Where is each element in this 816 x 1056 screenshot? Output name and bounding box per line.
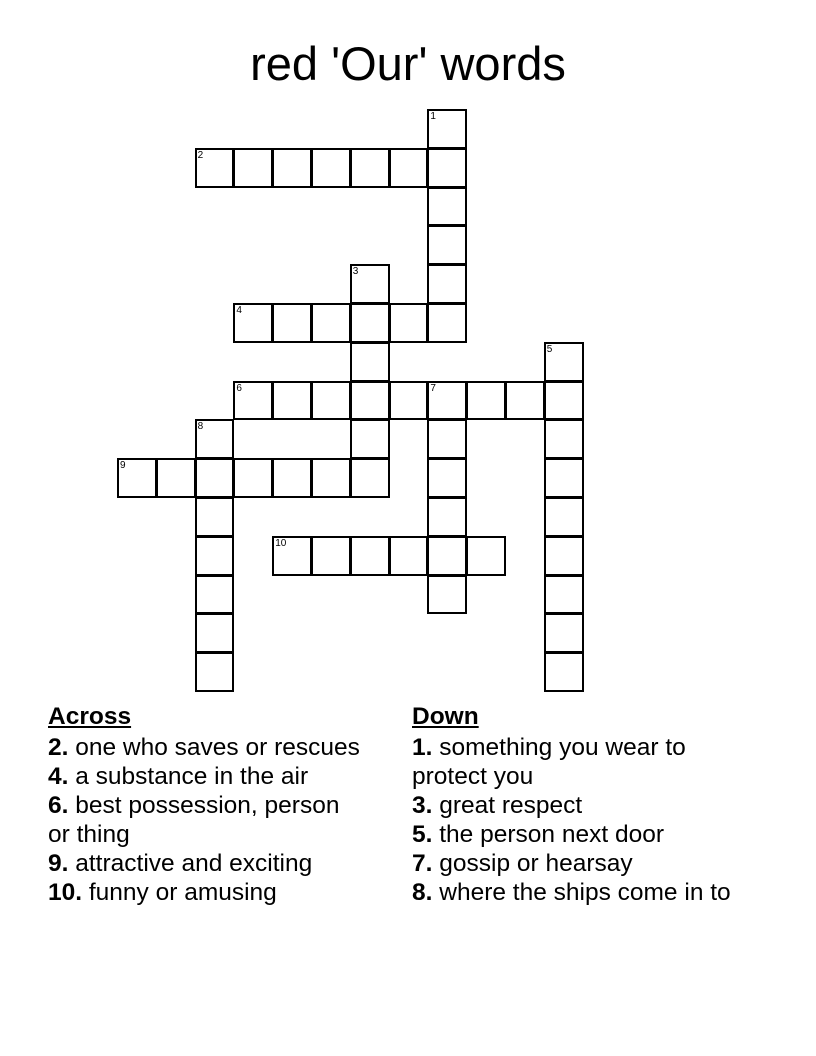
down-clue [412,733,742,791]
clue-number: 8. [412,879,433,906]
grid-cell[interactable] [311,458,351,498]
grid-cell[interactable] [156,458,196,498]
across-clue [48,878,368,907]
grid-cell[interactable] [195,536,235,576]
grid-cell[interactable] [544,419,584,459]
clue-text: funny or amusing [88,879,277,906]
puzzle-title: red 'Our' words [250,37,566,90]
clue-text: a substance in the air [75,763,309,790]
grid-cell[interactable] [505,381,545,421]
clue-number: 1. [412,734,433,761]
grid-cell[interactable] [389,536,429,576]
grid-cell[interactable] [427,109,467,149]
grid-cell[interactable] [544,575,584,615]
grid-cell[interactable] [195,575,235,615]
cell-number: 6 [236,382,242,394]
across-clues [48,702,368,907]
grid-cell[interactable] [544,652,584,692]
grid-cell[interactable] [272,536,312,576]
clue-text: gossip or hearsay [439,850,633,877]
clue-number: 5. [412,821,433,848]
cell-number: 3 [352,266,359,278]
grid-cell[interactable] [427,575,467,615]
grid-cell[interactable] [350,303,390,343]
grid-cell[interactable] [350,264,390,304]
grid-cell[interactable] [544,342,584,382]
grid-cell[interactable] [350,458,390,498]
grid-cell[interactable] [544,536,584,576]
grid-cell[interactable] [427,497,467,537]
clue-text: great respect [439,792,583,819]
across-clue [48,791,368,849]
grid-cell[interactable] [311,536,351,576]
grid-cell[interactable] [427,225,467,265]
clue-number: 9. [48,850,69,877]
grid-cell[interactable] [350,536,390,576]
grid-cell[interactable] [427,419,467,459]
clue-number: 2. [48,734,69,761]
cell-number: 8 [197,421,204,433]
down-clue [412,820,742,849]
across-clue [48,849,368,878]
grid-cell[interactable] [389,303,429,343]
grid-cell[interactable] [233,458,273,498]
cell-number: 1 [430,111,436,122]
grid-cell[interactable] [195,652,235,692]
grid-cell[interactable] [272,303,312,343]
clue-text: where the ships come in to [439,879,731,906]
grid-cell[interactable] [195,613,235,653]
grid-cell[interactable] [427,148,467,188]
clue-text: one who saves or rescues [75,734,360,761]
grid-cell[interactable] [389,148,429,188]
cell-number: 5 [546,343,553,355]
grid-cell[interactable] [233,381,273,421]
grid-cell[interactable] [427,303,467,343]
grid-cell[interactable] [272,458,312,498]
down-clue [412,878,742,907]
grid-cell[interactable] [117,458,157,498]
grid-cell[interactable] [272,148,312,188]
down-clue [412,791,742,820]
across-heading: Across [48,703,132,730]
clue-text: the person next door [439,821,664,848]
across-clue [48,762,368,791]
grid-cell[interactable] [544,613,584,653]
down-heading: Down [412,703,479,730]
clue-text: attractive and exciting [75,850,313,877]
grid-cell[interactable] [466,536,506,576]
cell-number: 2 [197,149,204,161]
grid-cell[interactable] [233,148,273,188]
grid-cell[interactable] [311,148,351,188]
grid-cell[interactable] [311,303,351,343]
clue-number: 7. [412,850,433,877]
clue-number: 3. [412,792,433,819]
cell-number: 7 [430,382,436,394]
clue-number: 10. [48,879,83,906]
cell-number: 9 [120,460,126,472]
grid-cell[interactable] [544,381,584,421]
down-clue [412,849,742,878]
grid-cell[interactable] [195,458,235,498]
cell-number: 4 [236,305,242,316]
grid-cell[interactable] [195,419,235,459]
grid-cell[interactable] [350,381,390,421]
grid-cell[interactable] [427,264,467,304]
across-clue [48,733,368,762]
grid-cell[interactable] [544,497,584,537]
cell-number: 10 [275,537,287,549]
grid-cell[interactable] [389,381,429,421]
clue-number: 4. [48,763,69,790]
grid-cell[interactable] [427,187,467,227]
grid-cell[interactable] [272,381,312,421]
clue-number: 6. [48,792,69,819]
clue-text: something you wear to protect you [412,734,686,790]
grid-cell[interactable] [350,148,390,188]
grid-cell[interactable] [544,458,584,498]
grid-cell[interactable] [427,381,467,421]
grid-cell[interactable] [311,381,351,421]
down-clues [412,702,742,907]
clue-text: best possession, person or thing [48,792,340,848]
grid-cell[interactable] [195,148,235,188]
grid-cell[interactable] [195,497,235,537]
grid-cell[interactable] [427,536,467,576]
grid-cell[interactable] [427,458,467,498]
grid-cell[interactable] [350,342,390,382]
grid-cell[interactable] [466,381,506,421]
grid-cell[interactable] [233,303,273,343]
grid-cell[interactable] [350,419,390,459]
